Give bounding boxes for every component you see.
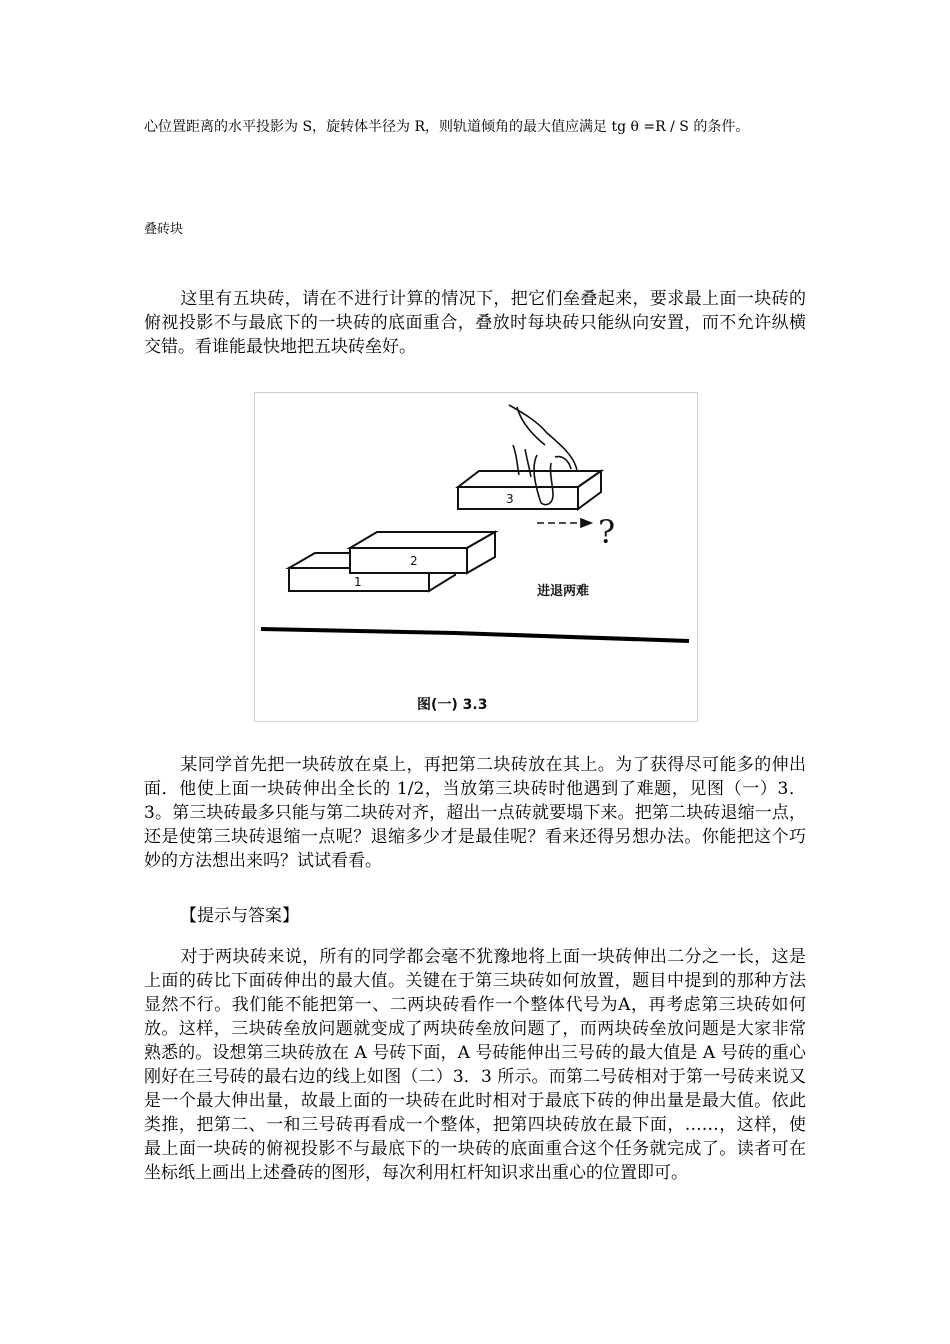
intro-text: 心位置距离的水平投影为 S，旋转体半径为 R，则轨道倾角的最大值应满足 tg θ =R / S 的条件。 <box>144 119 750 135</box>
table-surface-line <box>261 629 689 641</box>
paragraph-1-text: 这里有五块砖，请在不进行计算的情况下，把它们垒叠起来，要求最上面一块砖的俯视投影不与最底下的一块砖的底面重合，叠放时每块砖只能纵向安置，而不允许纵横交错。看谁能最快地把五块砖垒好。 <box>144 289 806 357</box>
brick-1-label: 1 <box>354 575 362 589</box>
paragraph-2-text: 某同学首先把一块砖放在桌上，再把第二块砖放在其上。为了获得尽可能多的伸出面．他使上面一块砖伸出全长的 1/2，当放第三块砖时他遇到了难题，见图（一）3．3。第三块砖最多只能与第二块砖对齐，超出一点砖就要塌下来。把第二块砖退缩一点，还是使第三块砖退缩一点呢？退缩多少才是最佳呢？看来还得另想办法。你能把这个巧妙的方法想出来吗？试试看看。 <box>144 755 806 871</box>
arrow-icon <box>537 519 591 527</box>
paragraph-1 <box>144 287 806 359</box>
brick-2 <box>350 532 495 573</box>
question-mark: ? <box>598 513 616 551</box>
figure-number: 图(一) 3.3 <box>417 697 488 713</box>
paragraph-3 <box>144 945 806 1185</box>
brick-3 <box>458 471 601 509</box>
brick-2-label: 2 <box>410 554 418 568</box>
section-heading: 叠砖块 <box>144 222 184 237</box>
hint-heading-text: 【提示与答案】 <box>180 906 299 926</box>
figure-inner-caption: 进退两难 <box>537 584 590 599</box>
paragraph-2 <box>144 753 806 873</box>
figure-illustration <box>255 393 697 721</box>
figure-brick-stacking <box>254 392 698 722</box>
brick-3-label: 3 <box>506 492 514 506</box>
paragraph-3-text: 对于两块砖来说，所有的同学都会毫不犹豫地将上面一块砖伸出二分之一长，这是上面的砖比下面砖伸出的最大值。关键在于第三块砖如何放置，题目中提到的那种方法显然不行。我们能不能把第一、二两块砖看作一个整体代号为A，再考虑第三块砖如何放。这样，三块砖垒放问题就变成了两块砖垒放问题了，而两块砖垒放问题是大家非常熟悉的。设想第三块砖放在 A 号砖下面，A 号砖能伸出三号砖的最大值是 A 号砖的重心刚好在三号砖的最右边的线上如图（二）3．3 所示。而第二号砖相对于第一号砖来说又是一个最大伸出量，故最上面的一块砖在此时相对于最底下砖的伸出量是最大值。依此类推，把第二、一和三号砖再看成一个整体，把第四块砖放在最下面，……，这样，使最上面一块砖的俯视投影不与最底下的一块砖的底面重合这个任务就完成了。读者可在坐标纸上画出上述叠砖的图形，每次利用杠杆知识求出重心的位置即可。 <box>144 947 806 1183</box>
hint-heading <box>144 904 806 928</box>
